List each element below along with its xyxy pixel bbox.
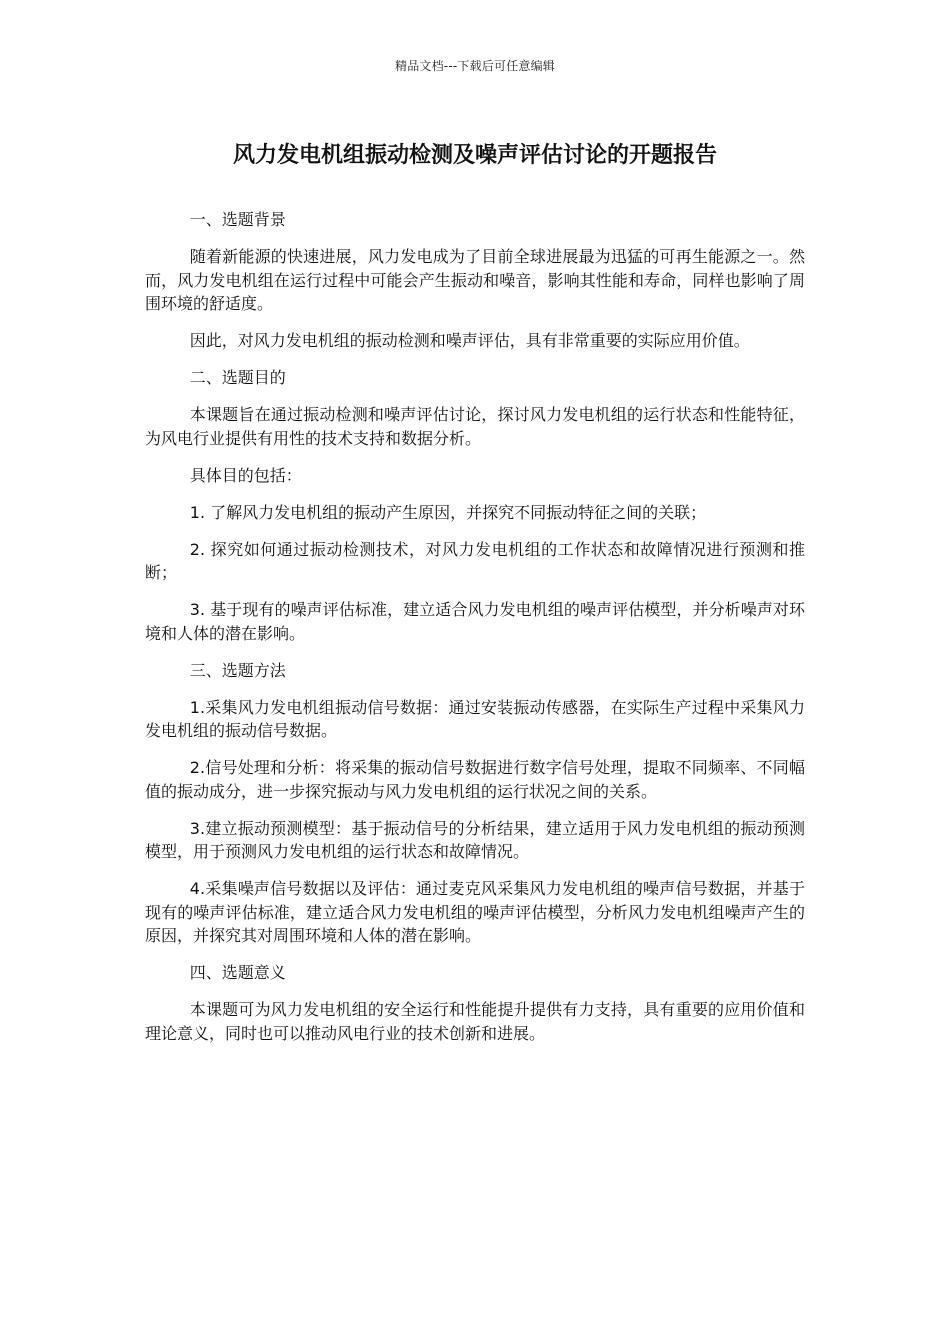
page-header-text: 精品文档---下载后可任意编辑 <box>395 59 555 73</box>
section-heading-significance: 四、选题意义 <box>189 963 286 982</box>
document-title: 风力发电机组振动检测及噪声评估讨论的开题报告 <box>232 143 717 168</box>
list-item-method-1: 1.采集风力发电机组振动信号数据：通过安装振动传感器，在实际生产过程中采集风力发电机组的振动信号数据。 <box>145 697 805 740</box>
section-heading-method: 三、选题方法 <box>189 660 286 680</box>
list-item-purpose-3: 3. 基于现有的噪声评估标准，建立适合风力发电机组的噪声评估模型，并分析噪声对环境和人体的潜在影响。 <box>145 600 805 643</box>
paragraph-background-2: 因此，对风力发电机组的振动检测和噪声评估，具有非常重要的实际应用价值。 <box>189 331 750 350</box>
paragraph-purpose-2: 具体目的包括： <box>189 465 302 485</box>
paragraph-background-1: 随着新能源的快速进展，风力发电成为了目前全球进展最为迅猛的可再生能源之一。然而，风力发电机组在运行过程中可能会产生振动和噪音，影响其性能和寿命，同样也影响了周围环境的舒适度。 <box>145 247 805 313</box>
section-heading-purpose: 二、选题目的 <box>189 368 286 387</box>
paragraph-significance-1: 本课题可为风力发电机组的安全运行和性能提升提供有力支持，具有重要的应用价值和理论意义，同时也可以推动风电行业的技术创新和进展。 <box>145 1000 805 1043</box>
paragraph-purpose-1: 本课题旨在通过振动检测和噪声评估讨论，探讨风力发电机组的运行状态和性能特征，为风电行业提供有用性的技术支持和数据分析。 <box>145 405 805 448</box>
list-item-method-4: 4.采集噪声信号数据以及评估：通过麦克风采集风力发电机组的噪声信号数据，并基于现有的噪声评估标准，建立适合风力发电机组的噪声评估模型，分析风力发电机组噪声产生的原因，并探究其对周围环境和人体的潜在影响。 <box>145 879 805 945</box>
document-body <box>145 208 805 1059</box>
list-item-purpose-1: 1. 了解风力发电机组的振动产生原因，并探究不同振动特征之间的关联； <box>189 502 707 522</box>
list-item-method-2: 2.信号处理和分析：将采集的振动信号数据进行数字信号处理，提取不同频率、不同幅值的振动成分，进一步探究振动与风力发电机组的运行状况之间的关系。 <box>145 758 805 801</box>
section-heading-background: 一、选题背景 <box>189 210 286 229</box>
list-item-purpose-2: 2. 探究如何通过振动检测技术，对风力发电机组的工作状态和故障情况进行预测和推断； <box>145 539 805 582</box>
list-item-method-3: 3.建立振动预测模型：基于振动信号的分析结果，建立适用于风力发电机组的振动预测模型，用于预测风力发电机组的运行状态和故障情况。 <box>145 818 805 861</box>
